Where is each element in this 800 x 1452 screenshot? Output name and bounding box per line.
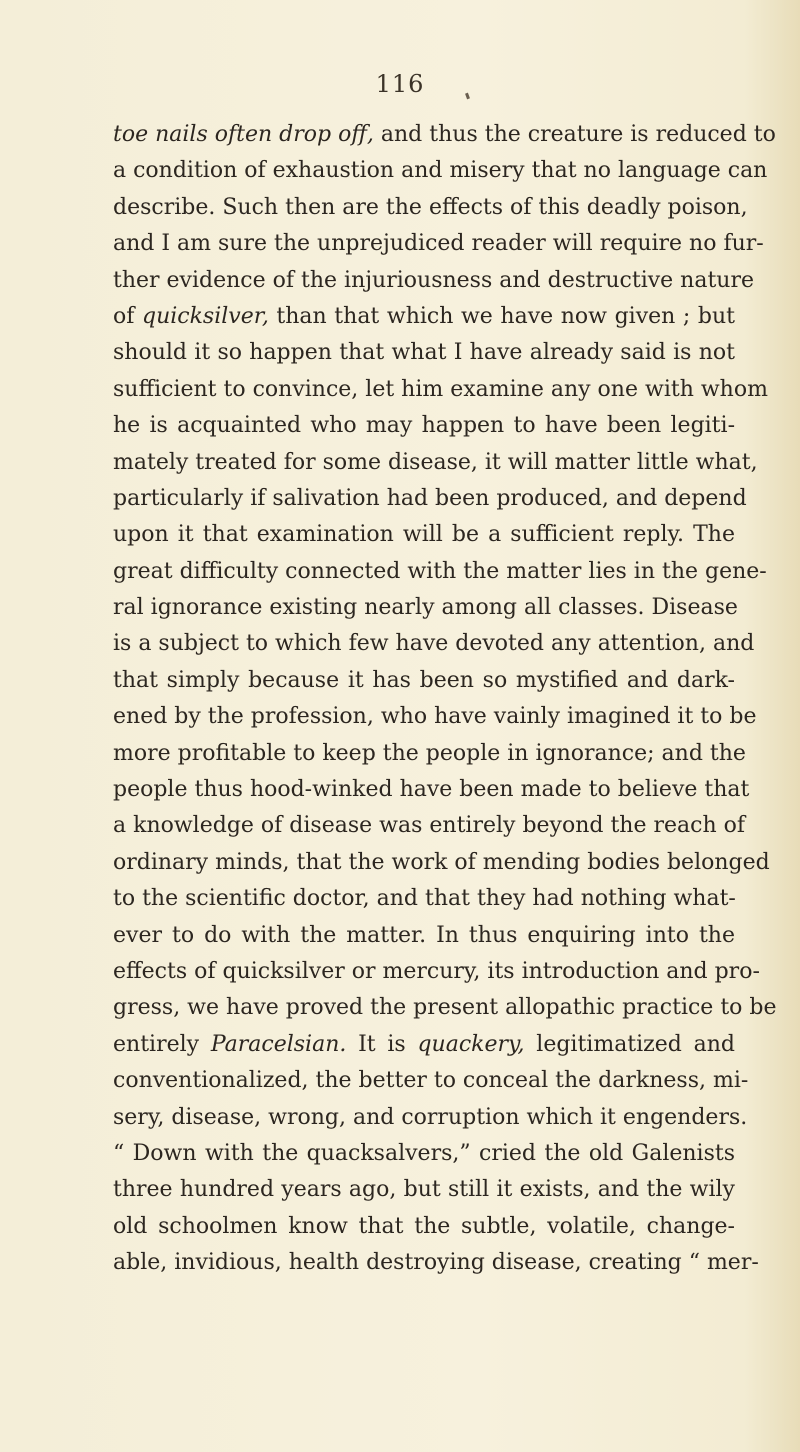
text-line (113, 1027, 735, 1063)
text-run: legitimatized and (524, 1031, 735, 1057)
text-line (113, 663, 735, 699)
text-run: able, invidious, health destroying disease, creating “ mer- (113, 1250, 759, 1276)
text-line (113, 299, 735, 335)
text-line (113, 1100, 748, 1136)
text-run: sery, disease, wrong, and corruption which it engenders. (113, 1104, 748, 1130)
text-line (113, 263, 754, 299)
text-run: sufficient to convince, let him examine any one with whom (113, 376, 768, 402)
text-run: ever to do with the matter. In thus enquiring into the (113, 922, 735, 948)
text-run: to the scientific doctor, and that they had nothing what- (113, 886, 736, 912)
text-line (113, 918, 735, 954)
text-run: a knowledge of disease was entirely beyond the reach of (113, 813, 746, 839)
text-run: ened by the profession, who have vainly imagined it to be (113, 704, 757, 730)
page-number: 116 (375, 70, 425, 98)
body-text (113, 117, 777, 1282)
italic-text: quicksilver, (141, 303, 269, 329)
text-run: is a subject to which few have devoted any attention, and (113, 631, 755, 657)
italic-text: quackery, (417, 1031, 525, 1057)
text-run: that simply because it has been so mystified and dark- (113, 667, 735, 693)
italic-text: toe nails often drop off, (113, 122, 374, 147)
text-run: upon it that examination will be a sufficient reply. The (113, 522, 735, 548)
text-line (113, 990, 777, 1026)
text-run: mately treated for some disease, it will matter little what, (113, 449, 758, 475)
text-run: old schoolmen know that the subtle, volatile, change- (113, 1213, 735, 1239)
text-run: entirely (113, 1031, 211, 1057)
text-line (113, 226, 764, 262)
text-line (113, 408, 735, 444)
text-run: describe. Such then are the effects of this deadly poison, (113, 194, 748, 220)
text-run: ther evidence of the injuriousness and destructive nature (113, 267, 754, 293)
text-run: conventionalized, the better to conceal the darkness, mi- (113, 1068, 749, 1094)
text-line (113, 699, 757, 735)
text-line (113, 372, 768, 408)
text-line (113, 590, 738, 626)
text-run: he is acquainted who may happen to have been legiti- (113, 413, 735, 439)
text-line (113, 1136, 735, 1172)
text-line (113, 481, 747, 517)
text-run: of (113, 303, 142, 329)
text-run: effects of quicksilver or mercury, its introduction and pro- (113, 958, 760, 984)
text-run: people thus hood-winked have been made to believe that (113, 777, 750, 803)
text-line (113, 554, 767, 590)
italic-text: Paracelsian. (210, 1031, 347, 1057)
text-line (113, 190, 748, 226)
text-run: should it so happen that what I have already said is not (113, 340, 735, 366)
text-run: ral ignorance existing nearly among all classes. Disease (113, 595, 738, 621)
text-run: than that which we have now given ; but (268, 303, 735, 329)
text-line (113, 335, 735, 371)
text-run: It is (346, 1031, 418, 1057)
text-run: and I am sure the unprejudiced reader will require no fur- (113, 231, 764, 257)
text-line (113, 1172, 735, 1208)
text-line (113, 153, 768, 189)
text-run: ordinary minds, that the work of mending bodies belonged (113, 849, 770, 875)
text-line (113, 736, 746, 772)
text-run: more profitable to keep the people in ignorance; and the (113, 740, 746, 766)
text-run: “ Down with the quacksalvers,” cried the old Galenists (113, 1140, 735, 1166)
text-run: and thus the creature is reduced to (373, 122, 776, 147)
text-run: a condition of exhaustion and misery that no language can (113, 158, 768, 184)
text-line (113, 117, 776, 153)
text-line (113, 517, 735, 553)
text-line (113, 808, 746, 844)
text-line (113, 1063, 749, 1099)
text-run: great difficulty connected with the matter lies in the gene- (113, 558, 767, 584)
text-line (113, 1245, 759, 1281)
text-line (113, 626, 755, 662)
text-line (113, 845, 770, 881)
text-run: three hundred years ago, but still it exists, and the wily (113, 1177, 735, 1203)
text-line (113, 954, 760, 990)
text-line (113, 445, 758, 481)
text-line (113, 772, 750, 808)
text-line (113, 1209, 735, 1245)
text-run: particularly if salivation had been produced, and depend (113, 485, 747, 511)
text-line (113, 881, 735, 917)
text-run: gress, we have proved the present allopathic practice to be (113, 995, 777, 1021)
